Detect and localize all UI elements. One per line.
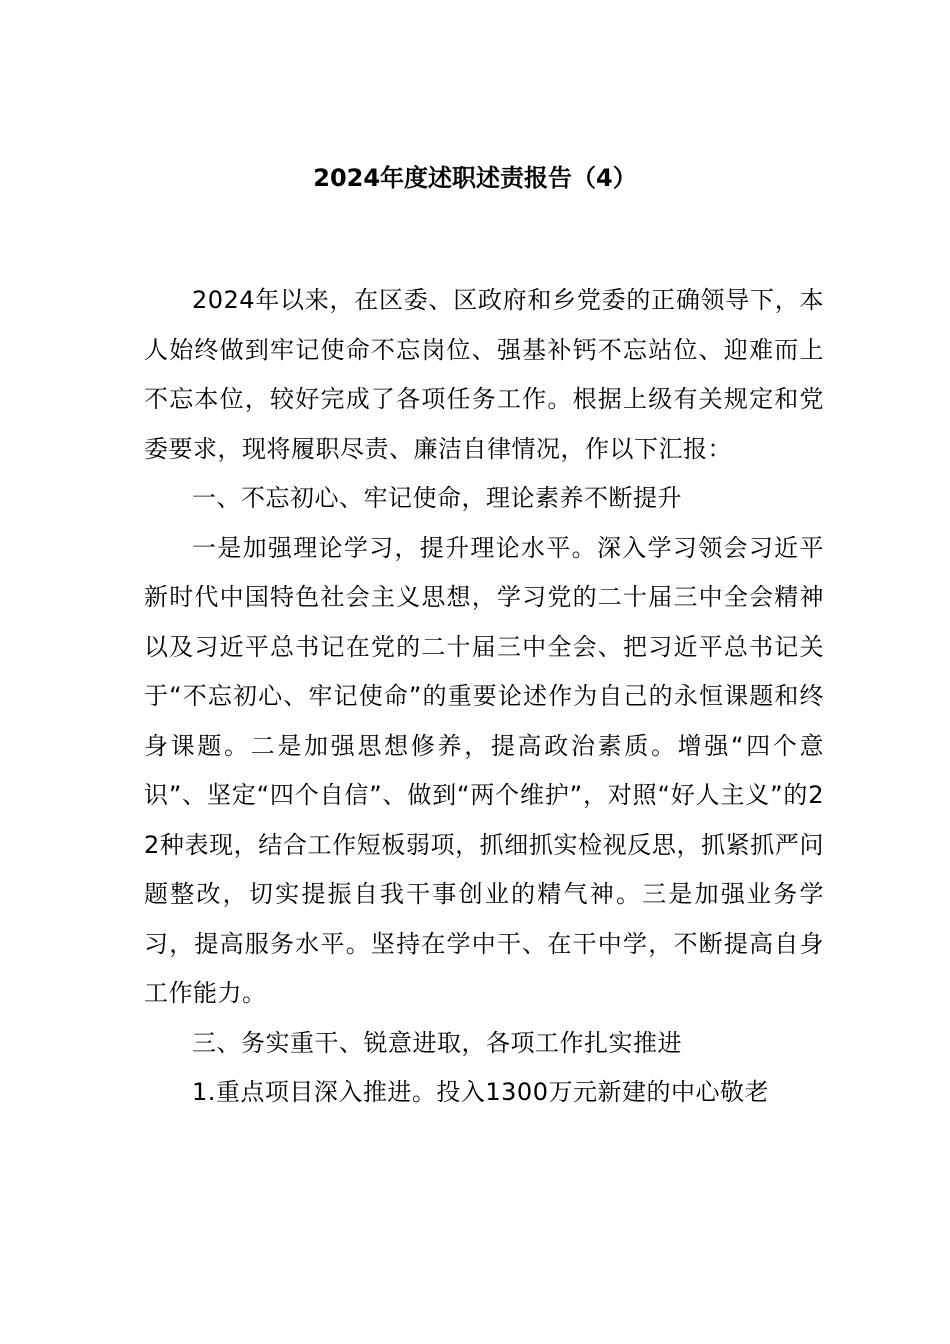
intro-paragraph: 2024年以来，在区委、区政府和乡党委的正确领导下，本人始终做到牢记使命不忘岗位、强基补钙不忘站位、迎难而上不忘本位，较好完成了各项任务工作。根据上级有关规定和党委要求，现将履职尽责、廉洁自律情况，作以下汇报： (144, 286, 824, 463)
section-heading-one: 一、不忘初心、牢记使命，理论素养不断提升 (192, 484, 682, 512)
section-heading-three: 三、务实重干、锐意进取，各项工作扎实推进 (192, 1028, 682, 1057)
document-title: 2024年度述职述责报告（4） (313, 164, 637, 192)
theory-study-paragraph: 一是加强理论学习，提升理论水平。深入学习领会习近平新时代中国特色社会主义思想，学习党的二十届三中全会精神以及习近平总书记在党的二十届三中全会、把习近平总书记关于“不忘初心、牢记使命”的重要论述作为自己的永恒课题和终身课题。二是加强思想修养，提高政治素质。增强“四个意识”、坚定“四个自信”、做到“两个维护”，对照“好人主义”的22种表现，结合工作短板弱项，抓细抓实检视反思，抓紧抓严问题整改，切实提振自我干事创业的精气神。三是加强业务学习，提高服务水平。坚持在学中干、在干中学，不断提高自身工作能力。 (144, 533, 824, 1007)
key-projects-paragraph: 1.重点项目深入推进。投入1300万元新建的中心敬老 (192, 1078, 769, 1106)
document-body (144, 276, 824, 1118)
